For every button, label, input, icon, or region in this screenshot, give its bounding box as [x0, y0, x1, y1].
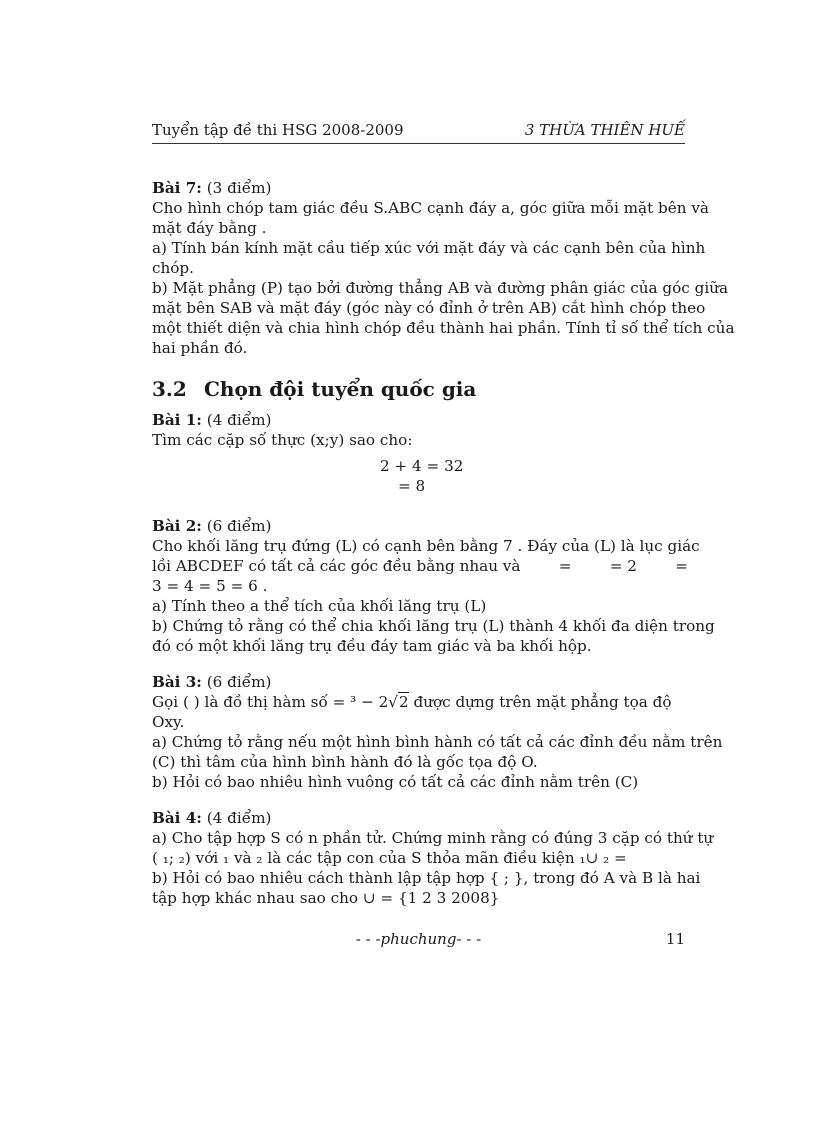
problem-points: (4 điểm) — [201, 809, 272, 827]
text-line: b) Mặt phẳng (P) tạo bởi đường thẳng AB và đường phân giác của góc giữa — [152, 279, 729, 297]
problem-label: Bài 2: — [152, 517, 202, 535]
text-line: b) Hỏi có bao nhiêu hình vuông có tất cả các đỉnh nằm trên (C) — [152, 773, 639, 791]
sqrt-argument: 2 — [398, 693, 409, 711]
problem-label: Bài 3: — [152, 673, 202, 691]
text-line: 3 = 4 = 5 = 6 . — [152, 577, 268, 595]
text-line: chóp. — [152, 259, 194, 277]
header-section: 3 THỪA THIÊN HUẾ — [524, 121, 685, 139]
text-line: hai phần đó. — [152, 339, 248, 357]
problem-bai7 — [152, 178, 735, 358]
text-line: b) Hỏi có bao nhiêu cách thành lập tập hợp { ; }, trong đó A và B là hai — [152, 869, 701, 887]
problem-label: Bài 1: — [152, 411, 202, 429]
problem-points: (6 điểm) — [201, 673, 272, 691]
problem-bai3 — [152, 672, 723, 792]
problem-points: (4 điểm) — [201, 411, 272, 429]
equation-line: = 8 — [398, 477, 426, 495]
problem-points: (3 điểm) — [201, 179, 272, 197]
text-line: Cho khối lăng trụ đứng (L) có cạnh bên bằng 7 . Đáy của (L) là lục giác — [152, 537, 700, 555]
text-line: a) Chứng tỏ rằng nếu một hình bình hành có tất cả các đỉnh đều nằm trên — [152, 733, 723, 751]
footer-author: - - -phuchung- - - — [355, 930, 482, 948]
problem-label: Bài 7: — [152, 179, 202, 197]
header-title: Tuyển tập đề thi HSG 2008-2009 — [152, 121, 404, 139]
text-line: một thiết diện và chia hình chóp đều thành hai phần. Tính tỉ số thể tích của — [152, 319, 735, 337]
section-number: 3.2 — [152, 377, 187, 401]
text-segment: = — [558, 557, 572, 575]
text-line: (C) thì tâm của hình bình hành đó là gốc tọa độ O. — [152, 753, 538, 771]
equation-line: 2 + 4 = 32 — [380, 457, 464, 475]
section-heading — [152, 376, 688, 402]
problem-bai2 — [152, 516, 715, 656]
text-line: b) Chứng tỏ rằng có thể chia khối lăng trụ (L) thành 4 khối đa diện trong — [152, 617, 715, 635]
text-line: mặt bên SAB và mặt đáy (góc này có đỉnh ở trên AB) cắt hình chóp theo — [152, 299, 706, 317]
text-line: đó có một khối lăng trụ đều đáy tam giác và ba khối hộp. — [152, 637, 592, 655]
text-segment: = — [675, 557, 688, 575]
page-footer — [152, 930, 685, 950]
text-line — [152, 692, 688, 712]
page-content — [152, 178, 735, 908]
text-segment: = 2 — [609, 557, 637, 575]
problem-bai4 — [152, 808, 714, 908]
text-line: Oxy. — [152, 713, 185, 731]
text-line — [152, 556, 688, 576]
text-line: Cho hình chóp tam giác đều S.ABC cạnh đáy a, góc giữa mỗi mặt bên và — [152, 199, 709, 217]
problem-bai1 — [152, 410, 688, 496]
text-line: mặt đáy bằng . — [152, 219, 267, 237]
page-header — [152, 121, 685, 144]
text-line: tập hợp khác nhau sao cho ∪ = {1 2 3 2008} — [152, 889, 500, 907]
text-line: a) Tính theo a thể tích của khối lăng trụ (L) — [152, 597, 487, 615]
text-line: a) Cho tập hợp S có n phần tử. Chứng minh rằng có đúng 3 cặp có thứ tự — [152, 829, 714, 847]
text-segment: lồi ABCDEF có tất cả các góc đều bằng nhau và — [152, 557, 521, 575]
text-line: ( ₁; ₂) với ₁ và ₂ là các tập con của S thỏa mãn điều kiện ₁∪ ₂ = — [152, 849, 627, 867]
problem-points: (6 điểm) — [201, 517, 272, 535]
text-line: a) Tính bán kính mặt cầu tiếp xúc với mặt đáy và các cạnh bên của hình — [152, 239, 706, 257]
text-segment: Gọi ( ) là đồ thị hàm số = ³ − 2√ — [152, 693, 398, 711]
text-line: Tìm các cặp số thực (x;y) sao cho: — [152, 431, 413, 449]
section-title: Chọn đội tuyển quốc gia — [204, 377, 477, 401]
problem-label: Bài 4: — [152, 809, 202, 827]
page-number: 11 — [665, 930, 685, 948]
text-segment: được dựng trên mặt phẳng tọa độ — [408, 693, 672, 711]
